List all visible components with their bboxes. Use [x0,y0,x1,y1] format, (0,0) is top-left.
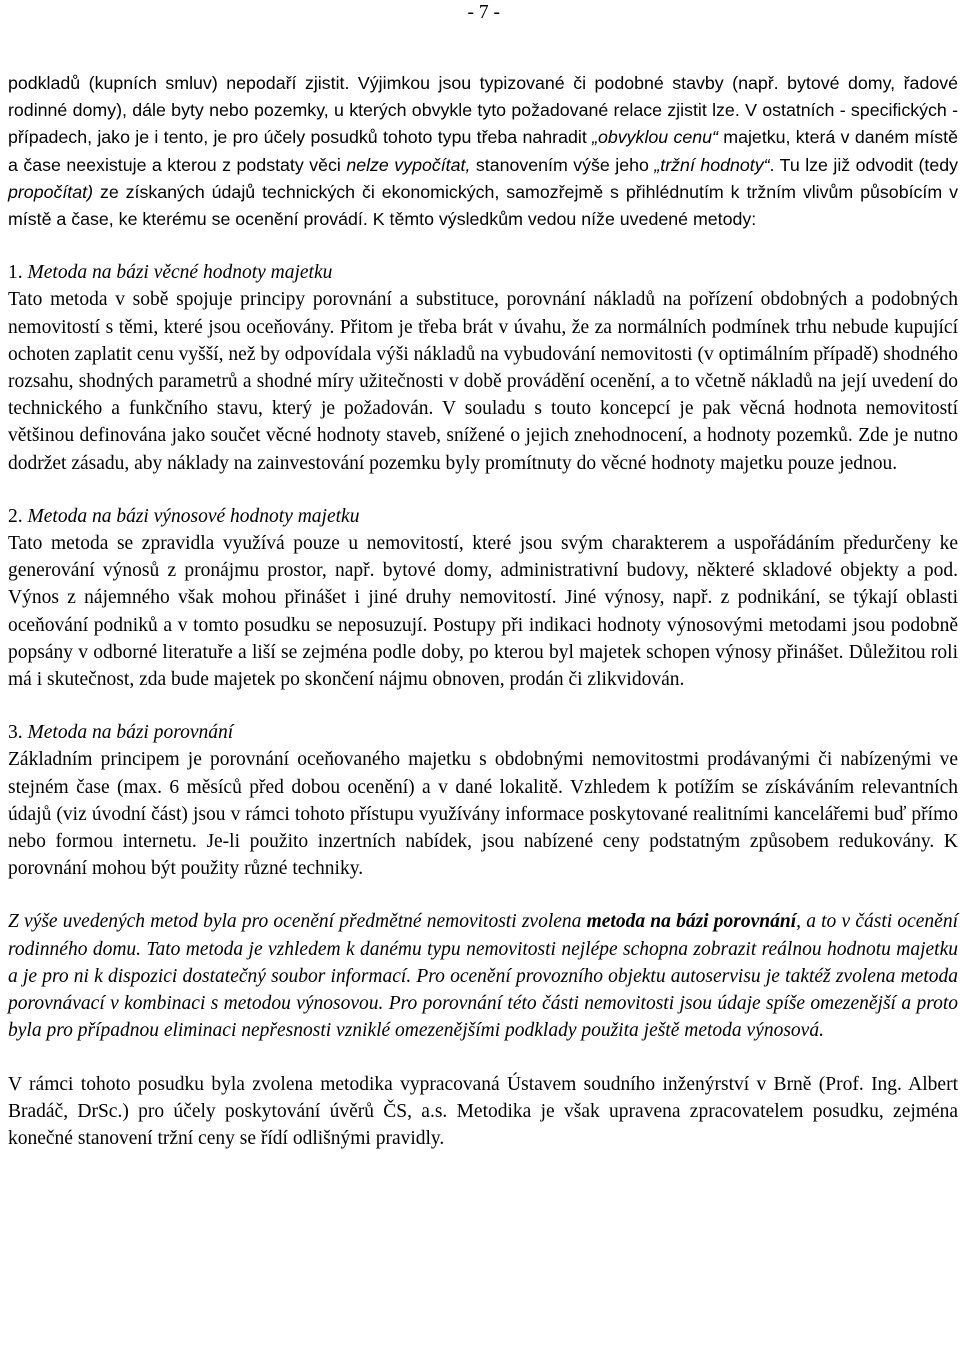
section-1-text-a: Tato metoda v sobě spojuje principy porovnání a substituce, porovnání nákladů na pořízení obdobných a podobných nemovitostí s těmi, které jsou oceňovány. [8,289,958,338]
page-number: - 7 - [467,2,500,23]
intro-emphasis-4: propočítat) [8,181,93,202]
section-1-heading [8,259,958,286]
intro-text-1: podkladů (kupních smluv) nepodaří zjistit. Výjimkou jsou typizované či podobné stavby (např. bytové domy, řadové rodinné domy), dále byty nebo pozemky, u kterých obvykle tyto požadované relace zjistit lze. [8,73,958,121]
intro-emphasis-2: nelze vypočítat, [346,154,471,175]
conclusion-paragraph [8,908,958,1044]
intro-text-2: V ostatních - specifických - případech, jako je i tento, je pro účely posudků tohoto typu třeba nahradit [8,100,958,148]
conclusion-method-bold: metoda na bázi porovnání [586,911,797,933]
final-paragraph: V rámci tohoto posudku byla zvolena metodika vypracovaná Ústavem soudního inženýrství v Brně (Prof. Ing. Albert Bradáč, DrSc.) pro účely poskytování úvěrů ČS, a.s. Metodika je však upravena zpracovatelem posudku, zejména konečné stanovení tržní ceny se řídí odlišnými pravidly. [8,1073,958,1149]
intro-text-6: ze získaných údajů technických či ekonomických, samozřejmě s přihlédnutím k tržním vlivům působícím v místě a čase, ke kterému se ocenění provádí. K těmto výsledkům vedou níže uvedené metody: [8,181,958,230]
section-2-heading [8,503,958,530]
section-3-number: 3. [8,722,23,744]
conclusion-text-2: , a to v části ocenění rodinného domu. Tato metoda je vzhledem k danému typu nemovitosti nejlépe schopna zobrazit reálnou hodnotu majetku a je pro ni k dispozici dostatečný soubor informací. Pro ocenění provozního objektu autoservisu je taktéž zvolena metoda porovnávací v kombinaci s metodou výnosovou. Pro porovnání této části nemovitosti jsou údaje spíše omezenější a proto byla pro případnou eliminaci nepřesnosti vzniklé omezenějšími podklady použita ještě metoda výnosová. [8,911,958,1042]
section-3-text: Základním principem je porovnání oceňovaného majetku s obdobnými nemovitostmi prodávanými či nabízenými ve stejném čase (max. 6 měsíců před dobou ocenění) a v dané lokalitě. Vzhledem k potížím se získáváním relevantních údajů (viz úvodní část) jsou v rámci tohoto přístupu využívány informace poskytované realitními kancelářemi buď přímo nebo formou internetu. Je-li použito inzertních nabídek, jsou nabízené ceny podstatným způsobem redukovány. K porovnání mohou být použity různé techniky. [8,749,958,880]
intro-text-5: . Tu lze již odvodit (tedy [769,154,958,175]
document-body [8,70,958,1152]
intro-paragraph [8,70,958,233]
section-1-text [8,286,958,476]
section-1-title: Metoda na bázi věcné hodnoty majetku [27,262,333,284]
section-1-number: 1. [8,262,23,284]
intro-text-3: majetku, která v daném místě a čase neexistuje a kterou z podstaty věci [8,127,958,175]
section-2-text: Tato metoda se zpravidla využívá pouze u nemovitostí, které jsou svým charakterem a uspořádáním předurčeny ke generování výnosů z pronájmu prostor, např. bytové domy, administrativní budovy, některé skladové objekty a pod. Výnos z nájemného však mohou přinášet i jiné druhy nemovitostí. Jiné výnosy, např. z podnikání, se týkají oblasti oceňování podniků a v tomto posudku se neposuzují. Postupy při indikaci hodnoty výnosovými metodami jsou podobně popsány v odborné literatuře a liší se zejména podle doby, po kterou byl majetek schopen výnosy přinášet. Důležitou roli má i skutečnost, zda bude majetek po skončení nájmu obnoven, prodán či zlikvidován. [8,533,958,691]
section-2-title: Metoda na bázi výnosové hodnoty majetku [27,505,360,527]
intro-text-4: stanovením výše jeho [470,154,655,175]
intro-emphasis-1: „obvyklou cenu“ [592,127,718,148]
section-2-number: 2. [8,505,23,527]
section-3-title: Metoda na bázi porovnání [27,722,234,744]
section-3-heading [8,719,958,746]
intro-emphasis-3: „tržní hodnoty“ [654,154,770,175]
section-1-text-b: Přitom je třeba brát v úvahu, že za normálních podmínek trhu nebude kupující ochoten zaplatit cenu vyšší, než by odpovídala výši nákladů na vybudování nemovitosti (v optimálním případě) shodného rozsahu, shodných parametrů a shodné míry užitečnosti v době provádění ocenění, a to včetně nákladů na její uvedení do technického a funkčního stavu, který je požadován. V souladu s touto koncepcí je pak věcná hodnota nemovitostí většinou definována jako součet věcné hodnoty staveb, snížené o jejich znehodnocení, a hodnoty pozemků. Zde je nutno dodržet zásadu, aby náklady na zainvestování pozemku byly promítnuty do věcné hodnoty majetku pouze jednou. [8,316,958,474]
conclusion-text-1: Z výše uvedených metod byla pro ocenění předmětné nemovitosti zvolena [8,911,587,933]
